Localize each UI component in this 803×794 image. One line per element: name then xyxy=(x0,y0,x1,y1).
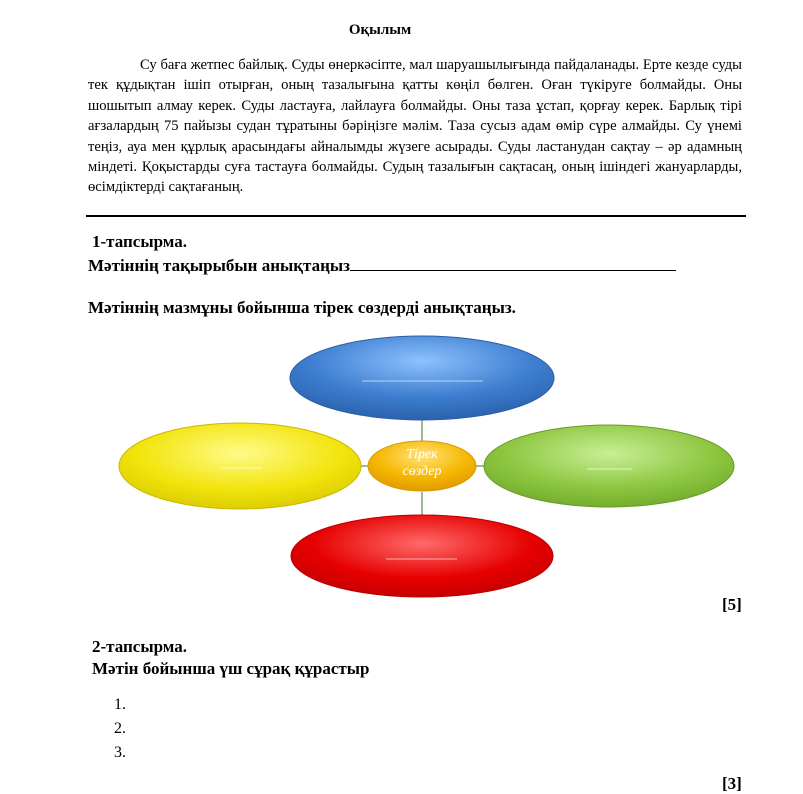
keyword-bubble-left[interactable] xyxy=(119,423,361,509)
task1-score: [5] xyxy=(722,595,742,614)
keywords-prompt: Мәтіннің мазмұны бойынша тірек сөздерді анықтаңыз. xyxy=(88,298,516,317)
reading-title: Оқылым xyxy=(348,22,412,38)
list-item[interactable]: 1. xyxy=(114,696,126,713)
reading-text: Су баға жетпес байлық. Суды өнеркәсіпте, мал шаруашылығында пайдаланады. Ерте кезде суды тек құдықтан ішіп отырған, оның тазалығына қатты көңіл бөлген. Оған түкіруге болмайды. Оны шошытып алмау керек. Суды ластауға, лайлауға болмайды. Оны таза ұстап, қорғау керек. Барлық тірі ағзалардың 75 пайызы судан тұратыны бәріңізге мәлім. Таза сусыз адам өмір сүре алмайды. Су үнемі теңіз, ауа мен құрлық арасындағы айналымды жүзеге асырады. Суды ластанудан сақтау – әр адамның міндеті. Қоқыстарды суға тастауға болмайды. Судың тазалығын сақтасаң, оның ішіндегі жануарларды, өсімдіктерді сақтағаның. xyxy=(88,57,742,196)
list-item[interactable]: 3. xyxy=(114,744,126,761)
center-label xyxy=(368,446,476,480)
question-list xyxy=(114,693,126,765)
keyword-bubble-bottom[interactable] xyxy=(291,515,553,597)
task1-question-text: Мәтіннің тақырыбын анықтаңыз xyxy=(88,256,351,275)
keyword-bubble-right[interactable] xyxy=(484,425,734,507)
center-label-line2: сөздер xyxy=(402,464,442,479)
task2-question: Мәтін бойынша үш сұрақ құрастыр xyxy=(92,659,370,678)
task1-label: 1-тапсырма. xyxy=(92,232,188,251)
list-item[interactable]: 2. xyxy=(114,720,126,737)
task2-score: [3] xyxy=(722,774,742,793)
center-label-line1: Тірек xyxy=(406,447,438,462)
keyword-bubble-top[interactable] xyxy=(290,336,554,420)
task2-label: 2-тапсырма. xyxy=(92,637,188,656)
